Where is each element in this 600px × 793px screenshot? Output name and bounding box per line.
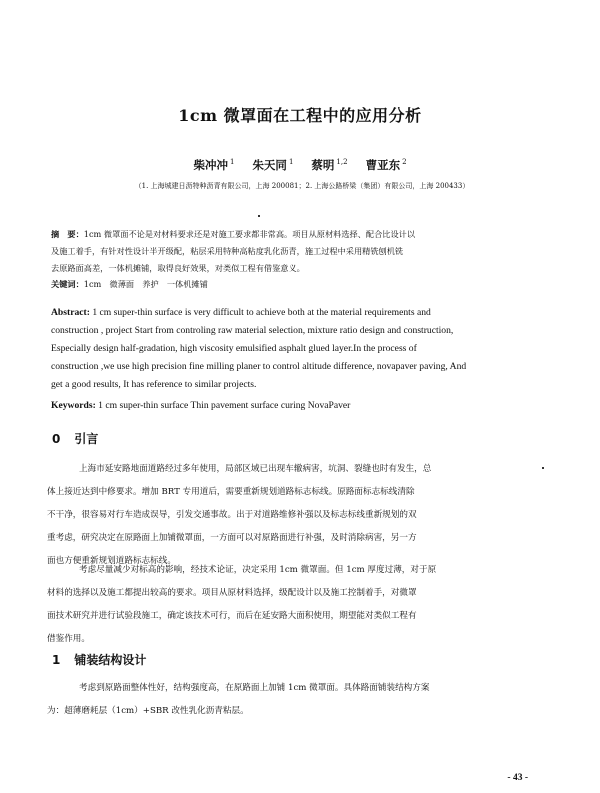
author-affil-mark: 1 — [288, 158, 294, 167]
paragraph-line: 面也方便重新规划道路标志标线。 — [47, 556, 176, 566]
author-affil-mark: 2 — [402, 158, 407, 167]
author-name: 朱天同 — [252, 158, 287, 172]
keywords-cn-text: 1cm 微薄面 养护 一体机摊铺 — [83, 279, 208, 289]
paragraph-line: 面技术研究并进行试验段施工，确定该技术可行，而后在延安路大面积使用，期望能对类似工程有 — [47, 611, 417, 621]
abstract-en-label: Abstract: — [51, 307, 90, 318]
paragraph-line: 借鉴作用。 — [47, 634, 90, 644]
author-name: 柴冲冲 — [193, 158, 228, 172]
paragraph-line: 重考虑，研究决定在原路面上加铺微罩面，一方面可以对原路面进行补强，及时消除病害，另一方 — [47, 533, 417, 543]
abstract-en-line: construction ,we use high precision fine milling planer to control altitude difference, novapaver paving, And — [51, 361, 467, 372]
abstract-en-line: get a good results, It has reference to similar projects. — [51, 379, 257, 390]
paragraph-line: 考虑尽量减少对标高的影响，经技术论证，决定采用 1cm 微罩面。但 1cm 厚度过薄，对于原 — [79, 565, 437, 575]
page-number: - 43 - — [507, 773, 528, 783]
speck — [258, 215, 260, 217]
paper-title: 1cm 微罩面在工程中的应用分析 — [178, 106, 422, 125]
abstract-cn-line: 及施工着手，有针对性设计半开级配，粘层采用特种高粘度乳化沥青，施工过程中采用精铣刨机铣 — [51, 246, 404, 256]
paragraph-line: 材料的选择以及施工都提出较高的要求。项目从原材料选择，级配设计以及施工控制着手，对微罩 — [47, 588, 417, 598]
section-number: 1 — [52, 653, 61, 667]
section-title: 铺装结构设计 — [74, 653, 147, 667]
abstract-cn-line: 去原路面高差，一体机摊铺，取得良好效果，对类似工程有借鉴意义。 — [51, 263, 305, 273]
intro-paragraph-1 — [47, 458, 551, 573]
author-name: 蔡明 — [311, 158, 335, 172]
keywords-cn — [51, 279, 551, 290]
author-name: 曹亚东 — [365, 158, 401, 172]
author-affil-mark: 1,2 — [336, 158, 348, 167]
keywords-en — [51, 400, 551, 411]
abstract-en-line: construction , project Start from controling raw material selection, mixture ratio design and construction, — [51, 325, 454, 336]
author-affil-mark: 1 — [229, 158, 235, 167]
paragraph-line: 上海市延安路地面道路经过多年使用，局部区域已出现车辙病害，坑洞、裂缝也时有发生，总 — [79, 464, 432, 474]
author — [193, 158, 234, 172]
author — [366, 158, 407, 172]
author-list — [0, 157, 600, 173]
author — [311, 158, 347, 172]
author — [252, 158, 293, 172]
design-paragraph-1 — [47, 677, 551, 723]
abstract-cn — [51, 226, 551, 277]
abstract-cn-label: 摘 要： — [51, 229, 84, 239]
abstract-en-line: 1 cm super-thin surface is very difficult to achieve both at the material requirements and — [92, 307, 431, 318]
keywords-en-label: Keywords: — [51, 400, 96, 411]
abstract-en-line: Especially design half-gradation, high viscosity emulsified asphalt glued layer.In the process of — [51, 343, 417, 354]
paragraph-line: 不干净，很容易对行车造成误导，引发交通事故。出于对道路维修补强以及标志标线重新规划的双 — [47, 510, 417, 520]
section-title: 引言 — [74, 432, 99, 446]
section-heading-introduction — [52, 430, 98, 447]
section-number: 0 — [52, 432, 61, 446]
affiliation: （1. 上海城建日沥特种沥青有限公司，上海 200081；2. 上海公路桥梁（集团）有限公司，上海 200433） — [134, 182, 470, 190]
speck — [542, 467, 544, 469]
paragraph-line: 体上接近达到中修要求。增加 BRT 专用道后，需要重新规划道路标志标线。原路面标志标线清除 — [47, 487, 415, 497]
paragraph-line: 考虑到原路面整体性好，结构强度高，在原路面上加铺 1cm 微罩面。具体路面铺装结构方案 — [79, 683, 430, 693]
paragraph-line: 为：超薄磨耗层（1cm）+SBR 改性乳化沥青粘层。 — [47, 706, 249, 716]
keywords-cn-label: 关键词： — [51, 279, 84, 289]
abstract-en — [51, 304, 551, 394]
abstract-cn-line: 1cm 微罩面不论是对材料要求还是对施工要求都非常高。项目从原材料选择、配合比设计以 — [83, 229, 416, 239]
keywords-en-text: 1 cm super-thin surface Thin pavement surface curing NovaPaver — [98, 400, 351, 411]
section-heading-pavement-design — [52, 651, 146, 668]
intro-paragraph-2 — [47, 559, 551, 651]
